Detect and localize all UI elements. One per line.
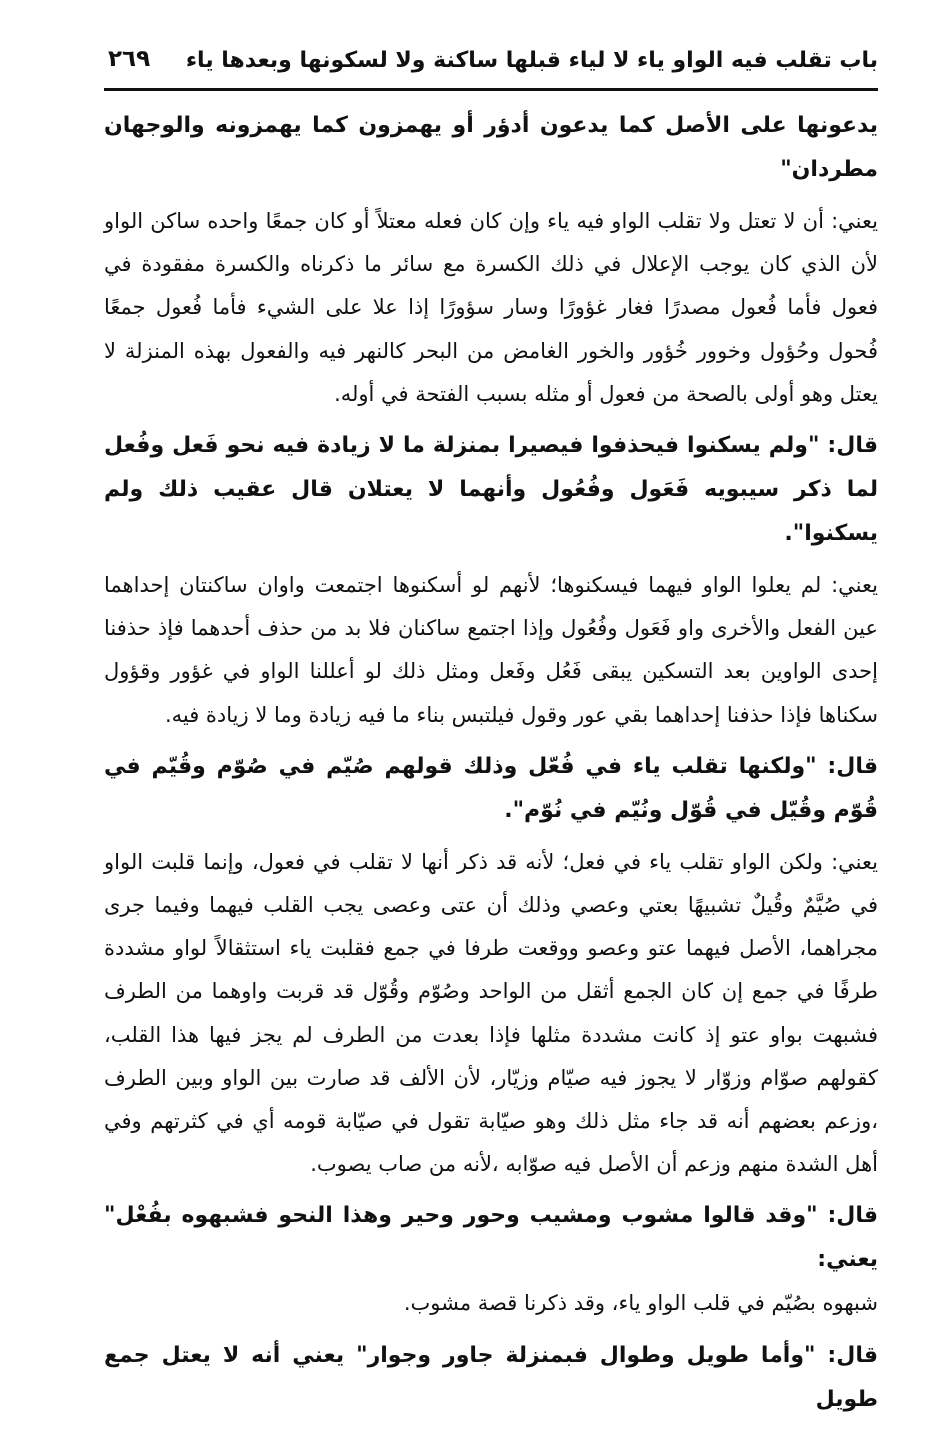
running-title: باب تقلب فيه الواو ياء لا لياء قبلها ساكنة ولا لسكونها وبعدها ياء [185, 48, 878, 73]
commentary-paragraph: شبهوه بصُيّم في قلب الواو ياء، وقد ذكرنا قصة مشوب. [403, 1291, 878, 1316]
quote-paragraph: قال: "ولم يسكنوا فيحذفوا فيصيرا بمنزلة ما لا زيادة فيه نحو فَعل وفُعل لما ذكر سيبويه فَعَول وفُعُول وأنهما لا يعتلان قال عقيب ذلك ولم يسكنوا". [104, 433, 878, 547]
quote-paragraph: قال: "وأما طويل وطوال فبمنزلة جاور وجوار" يعني أنه لا يعتل جمع طويل [104, 1342, 878, 1412]
commentary-paragraph: يعني: لم يعلوا الواو فيهما فيسكنوها؛ لأنهم لو أسكنوها اجتمعت واوان ساكنتان إحداهما عين الفعل والأخرى واو فَعَول وفُعُول وإذا اجتمع ساكنان فلا بد من حذف أحدهما فإذ حذفنا إحدى الواوين بعد التسكين يبقى فَعُل وفَعل ومثل ذلك لو أعللنا الواو في غؤور وقؤول سكناها فإذا حذفنا إحداهما بقي عور وقول فيلتبس بناء ما فيه زيادة وما لا زيادة فيه. [104, 573, 878, 727]
commentary-paragraph: يعني: أن لا تعتل ولا تقلب الواو فيه ياء وإن كان فعله معتلاً أو كان جمعًا واحده ساكن الواو لأن الذي كان يوجب الإعلال في ذلك الكسرة مع سائر ما ذكرناه والكسرة مفقودة في فعول فأما فُعول مصدرًا فغار غؤورًا وسار سؤورًا إذا علا على الشيء فأما فُعول جمعًا فُحول وحُؤول وخوور خُؤور والخور الغامض من البحر كالنهر فيه والفعول بهذه المنزلة لا يعتل وهو أولى بالصحة من فعول أو مثله بسبب الفتحة في أوله. [104, 209, 878, 406]
commentary-paragraph: يعني: ولكن الواو تقلب ياء في فعل؛ لأنه قد ذكر أنها لا تقلب في فعول، وإنما قلبت الواو في صُيَّمٌ وقُيلٌ تشبيهًا بعتي وعصي وذلك أن عتى وعصى يجب القلب فيهما وفيما جرى مجراهما، الأصل فيهما عتو وعصو ووقعت طرفا في جمع فقلبت ياء استثقالاً لواو مشددة طرفًا في جمع إن كان الجمع أثقل من الواحد وصُوّم وقُوّل قد قربت واوهما من الطرف فشبهت بواو عتو إذ كانت مشددة مثلها فإذا بعدت من الطرف لم يجز فيها هذا القلب، كقولهم صوّام وزوّار لا يجوز فيه صيّام وزيّار، لأن الألف قد صارت بين الواو وبين الطرف ،وزعم بعضهم أنه قد جاء مثل ذلك وهو صيّابة تقول في صيّابة قومه أي في كثرتهم وفي أهل الشدة منهم وزعم أن الأصل فيه صوّابه ،لأنه من صاب يصوب. [104, 849, 878, 1177]
page-body [104, 104, 878, 1430]
quote-paragraph: قال: "ولكنها تقلب ياء في فُعّل وذلك قولهم صُيّم في صُوّم وقُيّم في قُوّم وقُيّل في قُوّل ونُيّم في نُوّم". [104, 753, 878, 823]
page-number: ٢٦٩ [108, 46, 151, 72]
header-rule [104, 88, 878, 91]
quote-paragraph: قال: "وقد قالوا مشوب ومشيب وحور وحير وهذا النحو فشبهوه بفُعْل" يعني: [104, 1203, 878, 1273]
quote-paragraph: يدعونها على الأصل كما يدعون أدؤر أو يهمزون كما يهمزونه والوجهان مطردان" [104, 113, 878, 182]
page-header [104, 42, 878, 82]
